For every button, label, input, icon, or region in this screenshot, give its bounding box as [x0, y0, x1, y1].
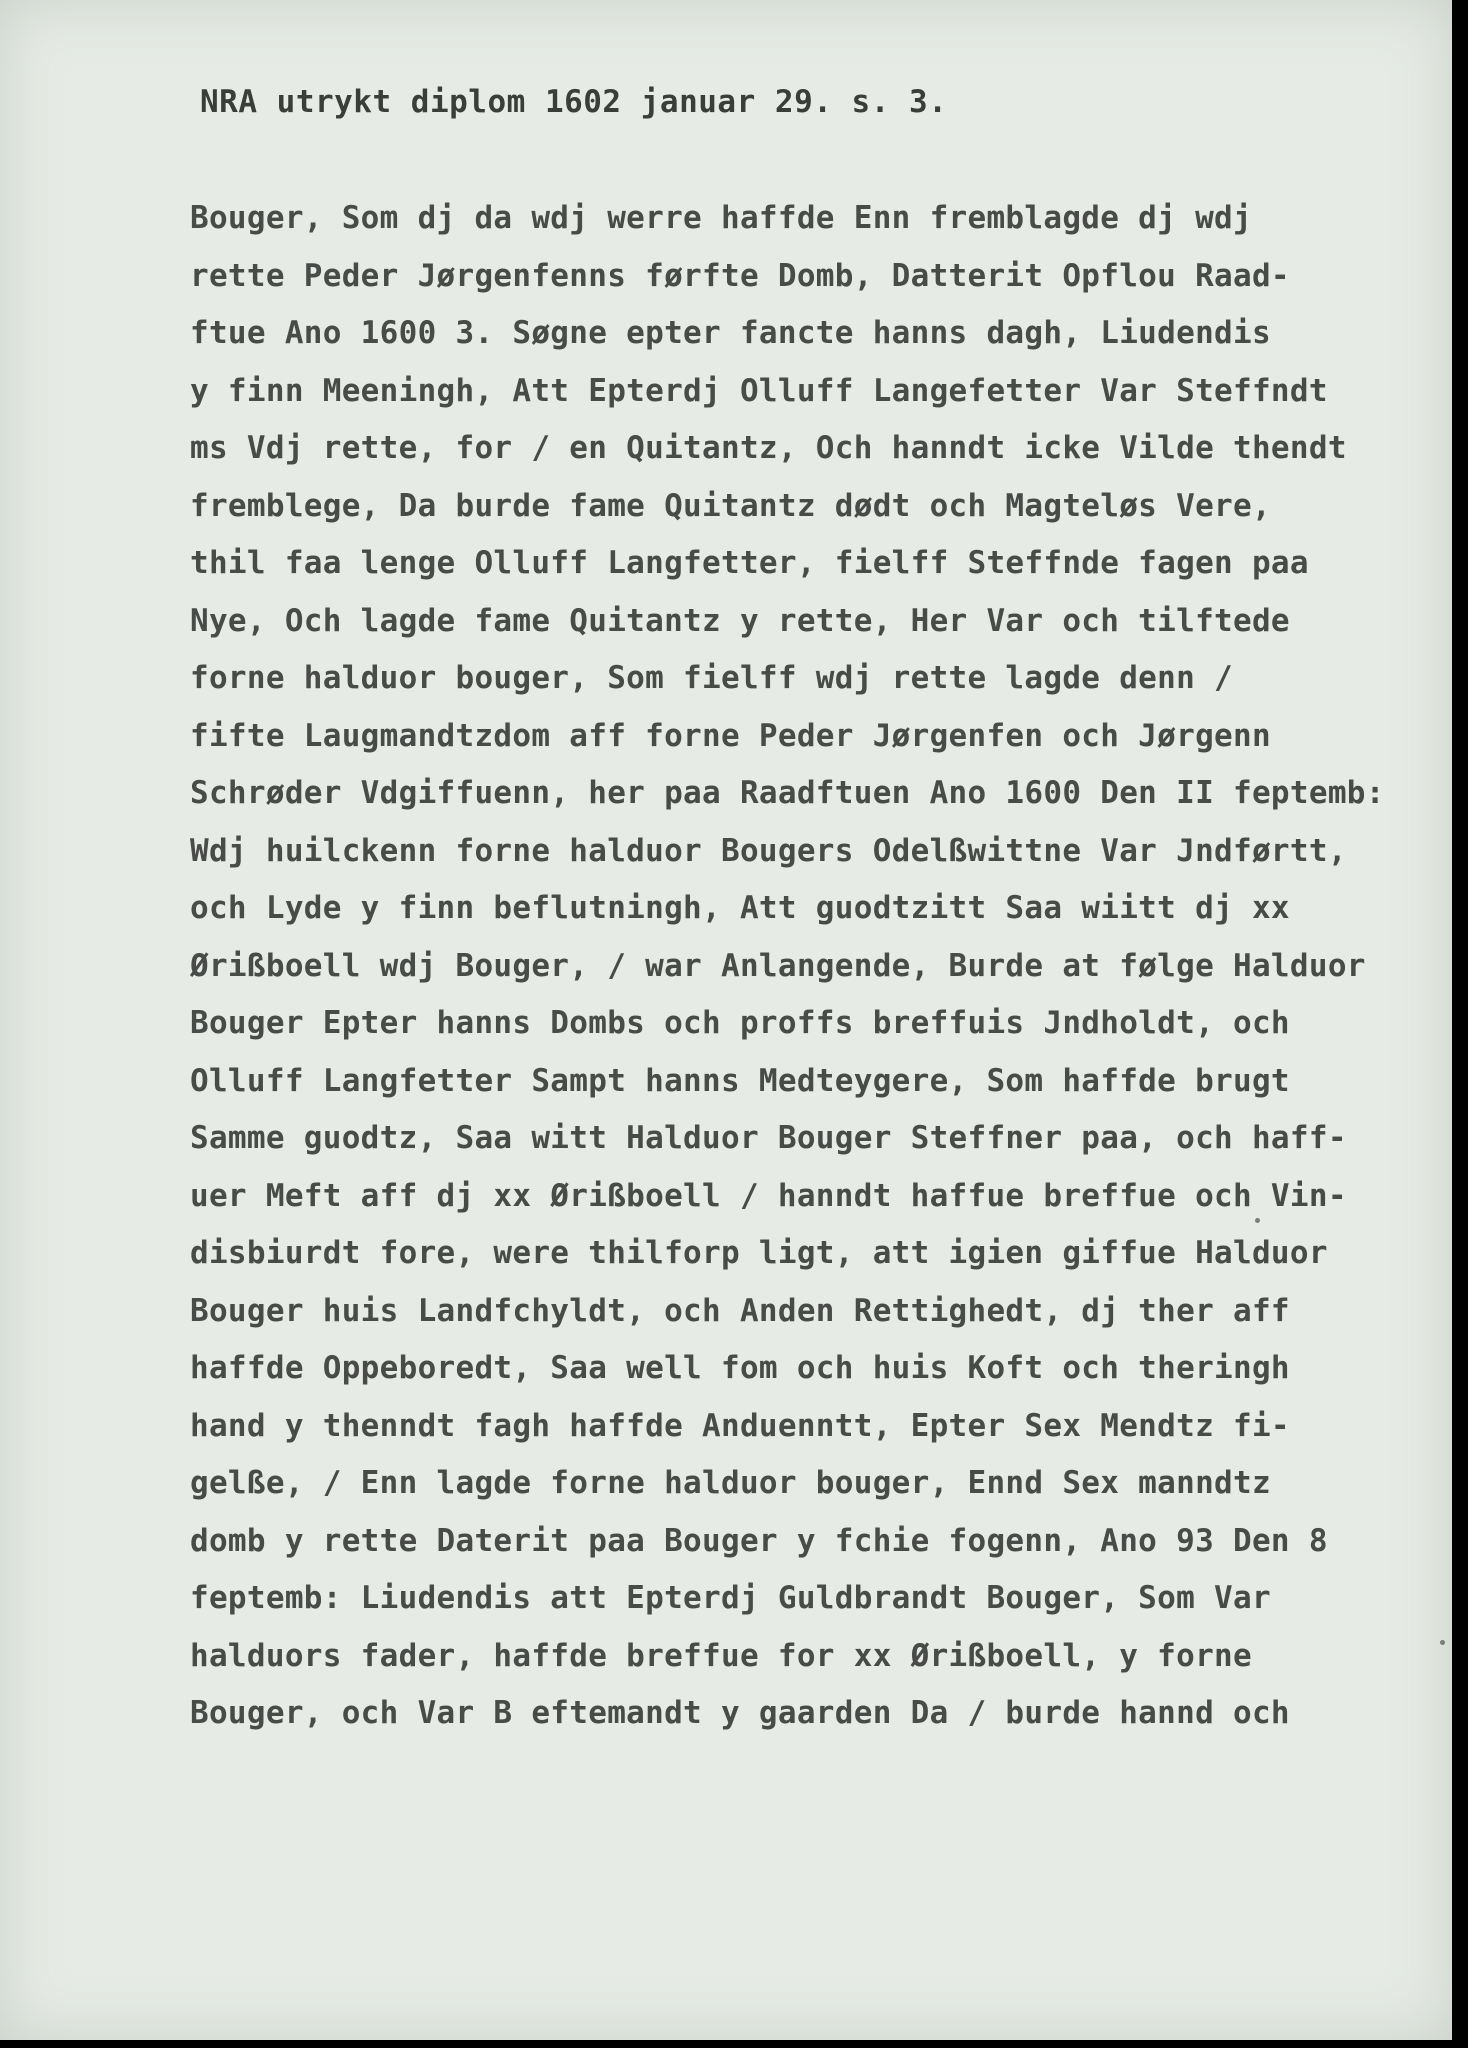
text-line: y finn Meeningh, Att Epterdj Olluff Langefetter Var Steffndt	[190, 372, 1328, 409]
text-line: Samme guodtz, Saa witt Halduor Bouger Steffner paa, och haff-	[190, 1120, 1347, 1156]
text-line: feptemb: Liudendis att Epterdj Guldbrandt Bouger, Som Var	[190, 1580, 1271, 1616]
text-line: Olluff Langfetter Sampt hanns Medteygere, Som haffde brugt	[190, 1062, 1290, 1099]
paper-speck	[1255, 1218, 1260, 1223]
text-line: Wdj huilckenn forne halduor Bougers Odelßwittne Var Jndførtt,	[190, 832, 1347, 869]
text-line: fifte Laugmandtzdom aff forne Peder Jørgenfen och Jørgenn	[190, 717, 1271, 754]
text-line: Bouger Epter hanns Dombs och proffs breffuis Jndholdt, och	[190, 1005, 1290, 1041]
text-line: hand y thenndt fagh haffde Anduenntt, Epter Sex Mendtz fi-	[190, 1407, 1290, 1444]
text-line: uer Meft aff dj xx Ørißboell / hanndt haffue breffue och Vin-	[190, 1177, 1347, 1214]
text-line: Ørißboell wdj Bouger, / war Anlangende, Burde at følge Halduor	[190, 947, 1366, 984]
text-line: Schrøder Vdgiffuenn, her paa Raadftuen Ano 1600 Den II feptemb:	[190, 775, 1385, 811]
text-line: halduors fader, haffde breffue for xx Ørißboell, y forne	[190, 1637, 1252, 1674]
text-line: disbiurdt fore, were thilforp ligt, att igien giffue Halduor	[190, 1235, 1328, 1271]
text-line: ftue Ano 1600 3. Søgne epter fancte hanns dagh, Liudendis	[190, 315, 1271, 351]
text-line: ms Vdj rette, for / en Quitantz, Och hanndt icke Vilde thendt	[190, 430, 1347, 466]
text-line: gelße, / Enn lagde forne halduor bouger, Ennd Sex manndtz	[190, 1465, 1271, 1501]
text-line: Bouger, Som dj da wdj werre haffde Enn fremblagde dj wdj	[190, 200, 1252, 236]
text-line: och Lyde y finn beflutningh, Att guodtzitt Saa wiitt dj xx	[190, 890, 1290, 926]
text-line: fremblege, Da burde fame Quitantz dødt och Magteløs Vere,	[190, 487, 1271, 524]
text-line: domb y rette Daterit paa Bouger y fchie fogenn, Ano 93 Den 8	[190, 1522, 1328, 1559]
text-line: thil faa lenge Olluff Langfetter, fielff Steffnde fagen paa	[190, 545, 1309, 581]
page-header: NRA utrykt diplom 1602 januar 29. s. 3.	[200, 84, 948, 120]
paper-speck	[1440, 1640, 1445, 1645]
text-line: forne halduor bouger, Som fielff wdj rette lagde denn /	[190, 660, 1233, 696]
text-line: haffde Oppeboredt, Saa well fom och huis Koft och theringh	[190, 1350, 1290, 1386]
document-body	[190, 190, 1385, 1743]
text-line: Bouger, och Var B eftemandt y gaarden Da / burde hannd och	[190, 1695, 1290, 1731]
text-line: Bouger huis Landfchyldt, och Anden Rettighedt, dj ther aff	[190, 1292, 1290, 1329]
text-line: rette Peder Jørgenfenns førfte Domb, Datterit Opflou Raad-	[190, 257, 1290, 294]
text-line: Nye, Och lagde fame Quitantz y rette, Her Var och tilftede	[190, 602, 1290, 639]
